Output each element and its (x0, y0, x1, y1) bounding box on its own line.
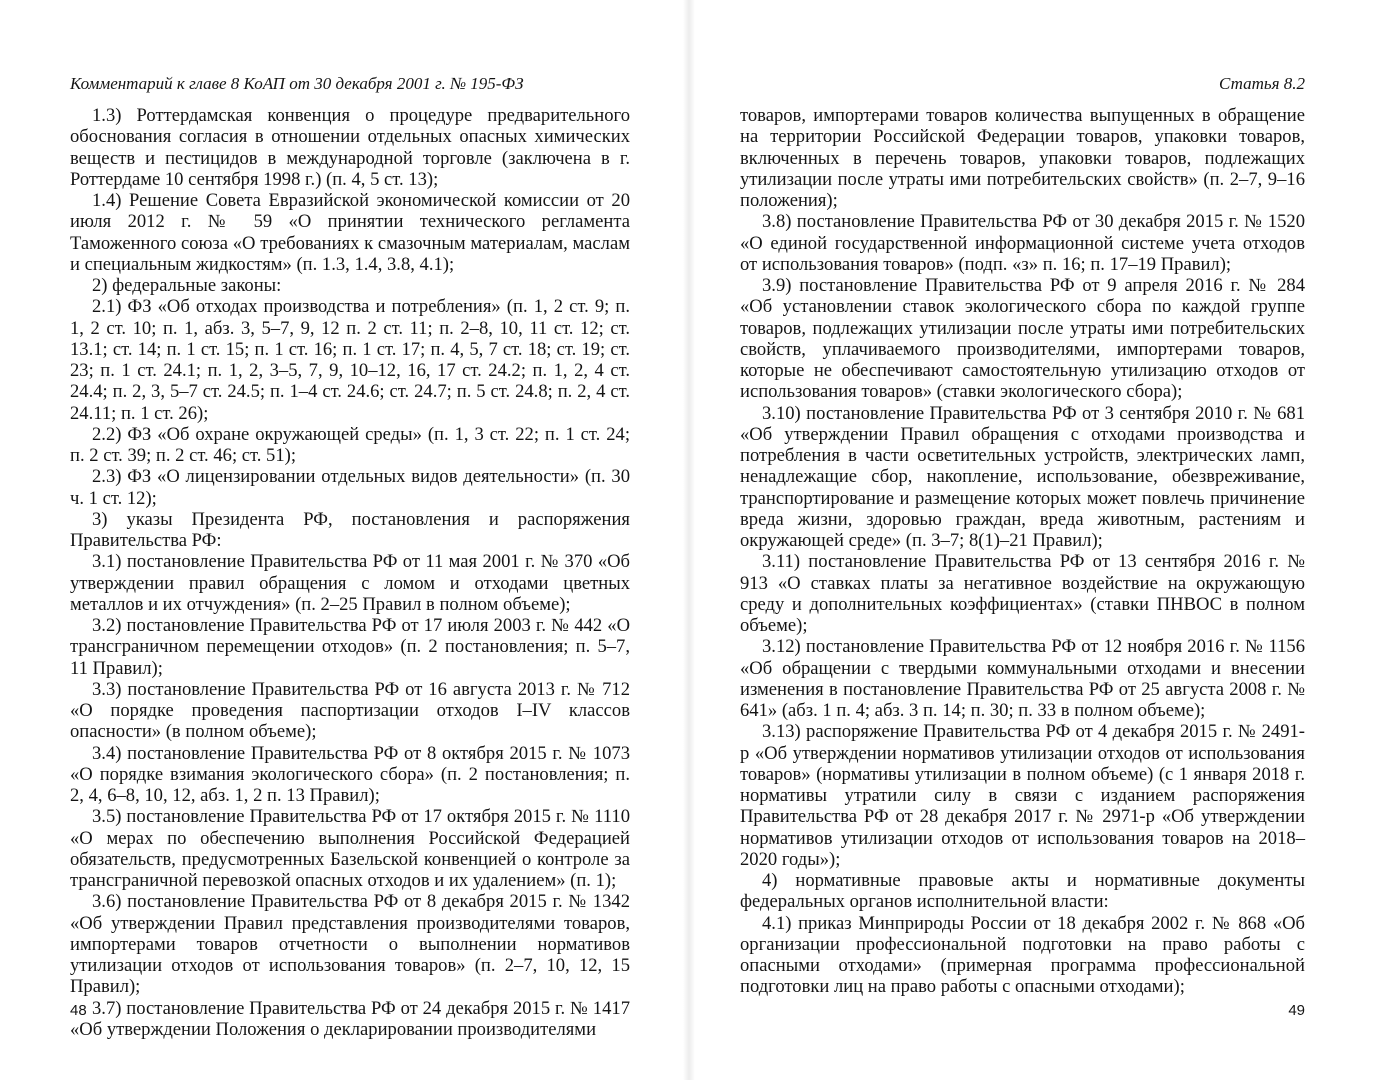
paragraph: 2) федеральные законы: (92, 275, 282, 296)
paragraph: 3.6) постановление Правительства РФ от 8 декабря 2015 г. № 1342 «Об утверждении Правил представления производителями товаров, импортерами товаров отчетности о выполнении нормативов утилизации отходов от использования товаров» (п. 2–7, 10, 12, 15 Правил); (70, 891, 630, 998)
paragraph: 3) указы Президента РФ, постановления и распоряжения Правительства РФ: (70, 508, 630, 551)
paragraph: 4) нормативные правовые акты и нормативные документы федеральных органов исполнительной власти: (740, 870, 1305, 913)
paragraph: 1.4) Решение Совета Евразийской экономической комиссии от 20 июля 2012 г. № 59 «О принятии технического регламента Таможенного союза «О требованиях к смазочным материалам, маслам и специальным жидкостям» (п. 1.3, 1.4, 3.8, 4.1); (70, 190, 630, 275)
page-number-right: 49 (1288, 1002, 1305, 1019)
paragraph: 3.8) постановление Правительства РФ от 30 декабря 2015 г. № 1520 «О единой государственной информационной системе учета отходов от использования товаров» (подп. «з» п. 16; п. 17–19 Правил); (740, 211, 1305, 275)
paragraph: 3.3) постановление Правительства РФ от 16 августа 2013 г. № 712 «О порядке проведения паспортизации отходов I–IV классов опасности» (в полном объеме); (70, 678, 630, 743)
paragraph: 4.1) приказ Минприроды России от 18 декабря 2002 г. № 868 «Об организации профессиональной подготовки на право работы с опасными отходами» (примерная программа профессиональной подготовки лиц на право работы с опасными отходами); (740, 912, 1305, 998)
paragraph: 3.2) постановление Правительства РФ от 17 июля 2003 г. № 442 «О трансграничном перемещении отходов» (п. 2 постановления; п. 5–7, 11 Правил); (70, 615, 630, 679)
paragraph: 3.12) постановление Правительства РФ от 12 ноября 2016 г. № 1156 «Об обращении с твердыми коммунальными отходами и внесении изменения в постановление Правительства РФ от 25 августа 2008 г. № 641» (абз. 1 п. 4; абз. 3 п. 14; п. 30; п. 33 в полном объеме); (740, 636, 1305, 721)
running-head-left: Комментарий к главе 8 КоАП от 30 декабря 2001 г. № 195-ФЗ (70, 74, 524, 93)
paragraph: 3.5) постановление Правительства РФ от 17 октября 2015 г. № 1110 «О мерах по обеспечению выполнения Российской Федерацией обязательств, предусмотренных Базельской конвенцией о контроле за трансграничной перевозкой опасных отходов и их удалением» (п. 1); (70, 806, 630, 891)
paragraph-continued: товаров, импортерами товаров количества выпущенных в обращение на территории Российской Федерации товаров, упаковки товаров, включенных в перечень товаров, упаковки товаров, подлежащих утилизации после утраты ими потребительских свойств» (п. 2–7, 9–16 положения); (740, 105, 1305, 211)
body-text-left (70, 105, 630, 1040)
left-page (0, 0, 688, 1080)
paragraph: 3.10) постановление Правительства РФ от 3 сентября 2010 г. № 681 «Об утверждении Правил обращения с отходами производства и потребления в части осветительных устройств, электрических ламп, ненадлежащие сбор, накопление, использование, обезвреживание, транспортирование и размещение которых может повлечь причинение вреда жизни, здоровью граждан, вреда животным, растениям и окружающей среде» (п. 3–7; 8(1)–21 Правил); (740, 402, 1305, 551)
page-number-left: 48 (70, 1002, 87, 1019)
paragraph: 3.4) постановление Правительства РФ от 8 октября 2015 г. № 1073 «О порядке взимания экологического сбора» (п. 2 постановления; п. 2, 4, 6–8, 10, 12, абз. 1, 2 п. 13 Правил); (70, 742, 630, 806)
right-page (688, 0, 1377, 1080)
paragraph: 3.7) постановление Правительства РФ от 24 декабря 2015 г. № 1417 «Об утверждении Положения о декларировании производителями (70, 997, 630, 1040)
paragraph: 3.9) постановление Правительства РФ от 9 апреля 2016 г. № 284 «Об установлении ставок экологического сбора по каждой группе товаров, подлежащих утилизации после утраты ими потребительских свойств, уплачиваемого производителями, импортерами товаров, которые не обеспечивают самостоятельную утилизацию отходов от использования товаров» (ставки экологического сбора); (740, 275, 1305, 403)
body-text-right (740, 105, 1305, 998)
paragraph: 2.2) ФЗ «Об охране окружающей среды» (п. 1, 3 ст. 22; п. 1 ст. 24; п. 2 ст. 39; п. 2 ст. 46; ст. 51); (70, 423, 630, 466)
paragraph: 1.3) Роттердамская конвенция о процедуре предварительного обоснования согласия в отношении отдельных опасных химических веществ и пестицидов в международной торговле (заключена в г. Роттердаме 10 сентября 1998 г.) (п. 4, 5 ст. 13); (70, 105, 630, 190)
paragraph: 2.1) ФЗ «Об отходах производства и потребления» (п. 1, 2 ст. 9; п. 1, 2 ст. 10; п. 1, абз. 3, 5–7, 9, 12 п. 2 ст. 11; п. 2–8, 10, 11 ст. 12; ст. 13.1; ст. 14; п. 1 ст. 15; п. 1 ст. 16; п. 1 ст. 17; п. 4, 5, 7 ст. 18; ст. 19; ст. 23; п. 1 ст. 24.1; п. 1, 2, 3–5, 7, 9, 10–12, 16, 17 ст. 24.2; п. 1, 2, 4 ст. 24.4; п. 2, 3, 5–7 ст. 24.5; п. 1–4 ст. 24.6; ст. 24.7; п. 5 ст. 24.8; п. 2, 4 ст. 24.11; п. 1 ст. 26); (70, 296, 630, 424)
paragraph: 3.11) постановление Правительства РФ от 13 сентября 2016 г. № 913 «О ставках платы за негативное воздействие на окружающую среду и дополнительных коэффициентах» (ставки ПНВОС в полном объеме); (740, 551, 1305, 636)
paragraph: 2.3) ФЗ «О лицензировании отдельных видов деятельности» (п. 30 ч. 1 ст. 12); (70, 466, 630, 509)
paragraph: 3.13) распоряжение Правительства РФ от 4 декабря 2015 г. № 2491-р «Об утверждении нормативов утилизации отходов от использования товаров» (нормативы утилизации в полном объеме) (с 1 января 2018 г. нормативы утратили силу в связи с изданием распоряжения Правительства РФ от 28 декабря 2017 г. № 2971-р «Об утверждении нормативов утилизации отходов от использования товаров на 2018–2020 годы»); (740, 721, 1305, 870)
running-head-right: Статья 8.2 (1219, 74, 1305, 93)
paragraph: 3.1) постановление Правительства РФ от 11 мая 2001 г. № 370 «Об утверждении правил обращения с ломом и отходами цветных металлов и их отчуждения» (п. 2–25 Правил в полном объеме); (70, 551, 630, 615)
